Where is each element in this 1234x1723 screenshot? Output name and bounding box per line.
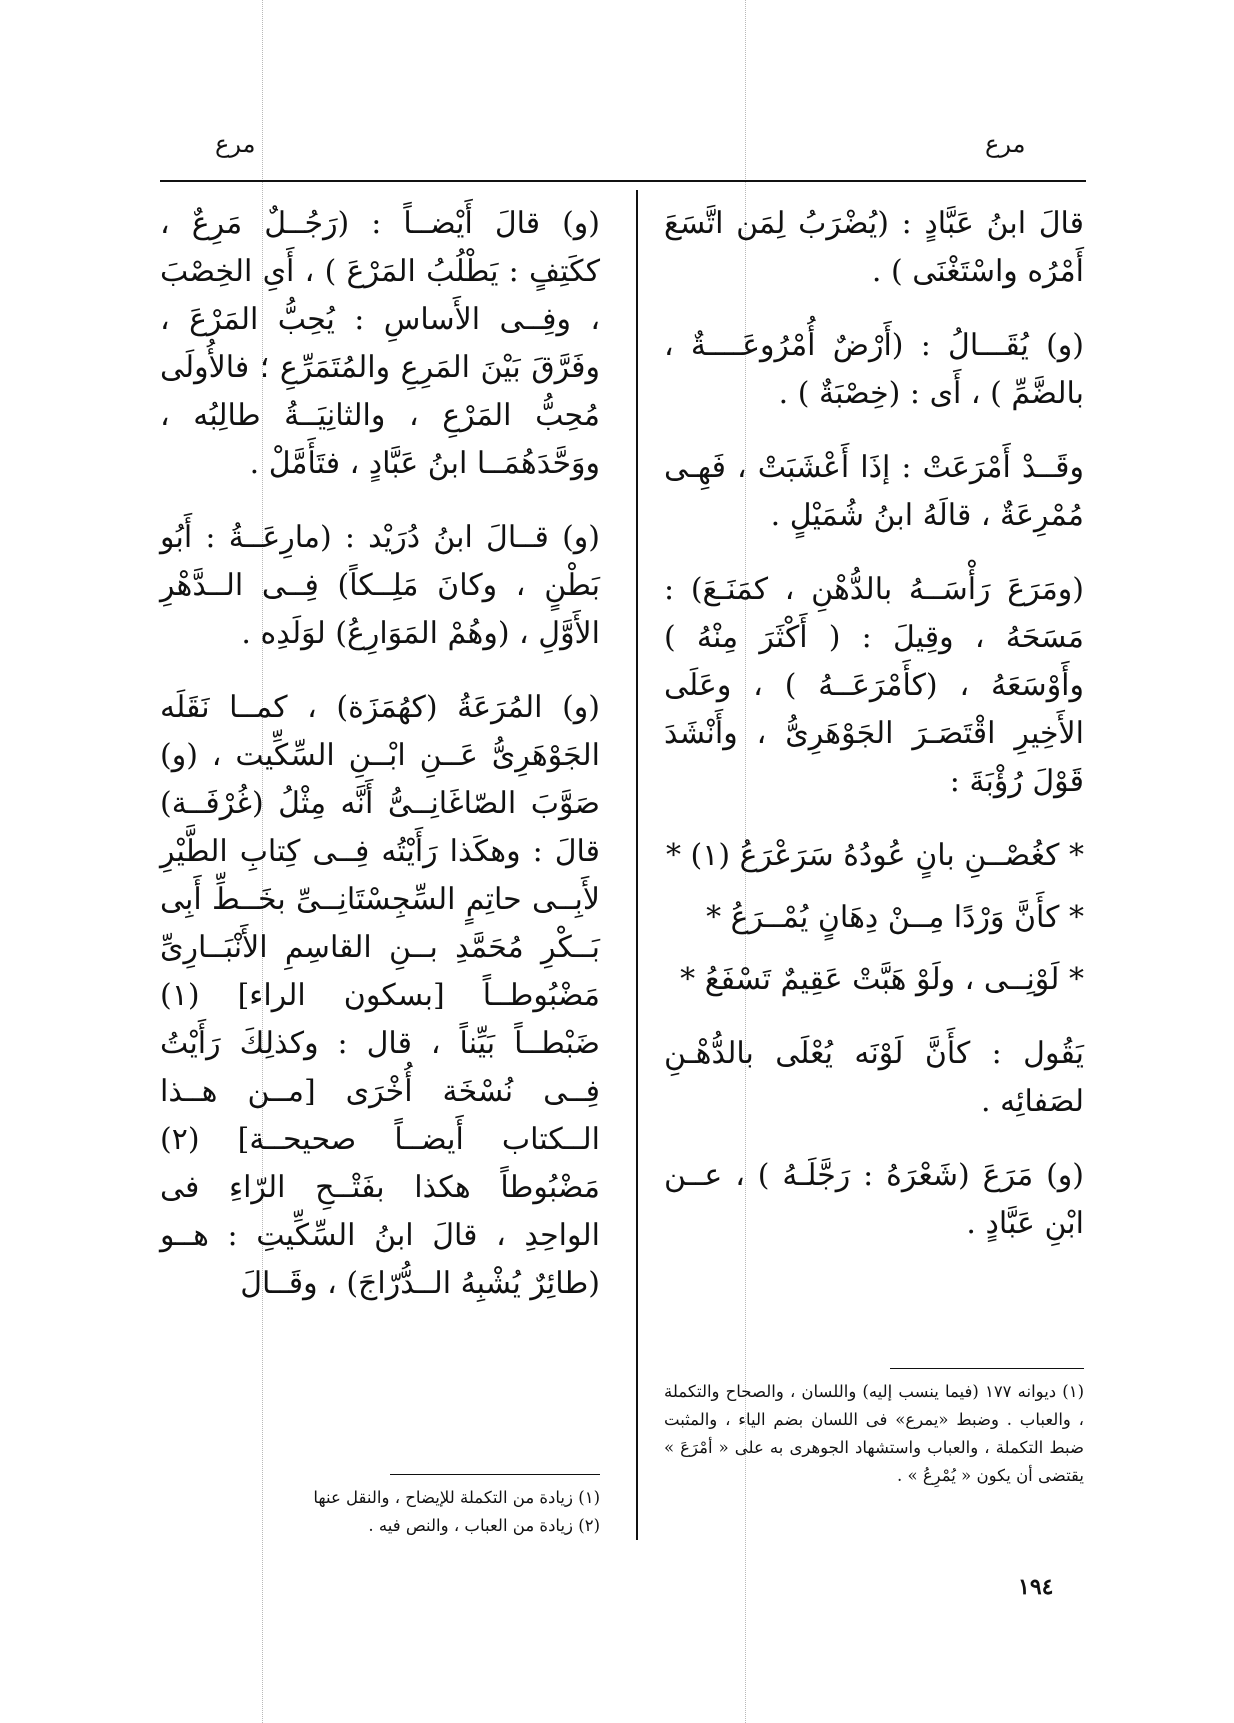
left-column: [160, 200, 600, 1308]
paragraph: وقَــدْ أَمْرَعَتْ : إذَا أَعْشَبَتْ ، فَهِـى مُمْرِعَةٌ ، قالَهُ ابنُ شُمَيْلٍ .: [664, 450, 1084, 533]
header-word-right: مرع: [985, 130, 1026, 158]
paragraph: (و) مَرَعَ (شَعْرَهُ : رَجَّلَـهُ ) ، عــن ابْنِ عَبَّادٍ .: [664, 1158, 1084, 1241]
page-number: ١٩٤: [1018, 1574, 1054, 1600]
footnote-rule-left: [390, 1474, 600, 1475]
paragraph: (و) قالَ أَيْضــاً : (رَجُــلٌ مَرِعٌ ، ككَتِفٍ : يَطْلُبُ المَرْعَ ) ، أَىِ الخِصْبَ ، وفِــى الأَساسِ : يُحِبُّ المَرْعَ ، وفَرَّقَ بَيْنَ المَرِعِ والمُتَمَرِّعِ ؛ فالأُولَى مُحِبُّ المَرْعِ ، والثانِيَــةُ طالِبُه ، ووَحَّدَهُمَــا ابنُ عَبَّادٍ ، فتَأَمَّلْ .: [160, 206, 600, 481]
paragraph: يَقُول : كأَنَّ لَوْنَه يُعْلَى بالدُّهْـنِ لصَفائِه .: [664, 1036, 1084, 1119]
right-footnotes: [664, 1378, 1084, 1490]
verse-line: * كغُصْــنِ بانٍ عُودُهُ سَرَعْرَعُ (١) *: [666, 838, 1084, 873]
footnote: (١) زيادة من التكملة للإيضاح ، والنقل عنها: [313, 1488, 600, 1507]
paragraph: قالَ ابنُ عَبَّادٍ : (يُضْرَبُ لِمَن اتَّسَعَ أَمْرُه واسْتَغْنَى ) .: [664, 206, 1084, 289]
header-word-left: مرع: [215, 130, 256, 158]
paragraph: (ومَرَعَ رَأْسَــهُ بالدُّهْنِ ، كمَنَـعَ) : مَسَحَهُ ، وقِيلَ : ( أَكْثَرَ مِنْهُ ) وأَوْسَعَهُ ، (كأَمْرَعَــهُ ) ، وعَلَى الأَخِيرِ اقْتَصَـرَ الجَوْهَرِىُّ ، وأَنْشَدَ قَوْلَ رُؤْبَةَ :: [664, 572, 1084, 799]
paragraph: (و) المُرَعَةُ (كهُمَزَة) ، كمــا نَقَلَه الجَوْهَرِىُّ عَــنِ ابْــنِ السِّكِّيت ، (و) صَوَّبَ الصّاغَانِــىُّ أَنَّه مِثْلُ (غُرْفَــة) قالَ : وهكَذا رَأَيْتُه فِــى كِتابِ الطَّيْرِ لأَبِــى حاتِمٍ السِّجِسْتَانِــىِّ بخَــطِّ أَبِى بَــكْرِ مُحَمَّدِ بــنِ القاسِمِ الأَنْبَــارِىِّ مَضْبُوطــاً [بسكون الراء] (١) ضَبْطــاً بَيِّناً ، قال : وكذلِكَ رَأَيْتُ فِــى نُسْخَة أُخْرَى [مــن هــذا الــكتاب أَيضــاً صحيحــة] (٢) مَضْبُوطاً هكذا بفَتْــحِ الرّاءِ فى الواحِدِ ، قالَ ابنُ السِّكِّيتِ : هــو (طائِرٌ يُشْبِهُ الــدُّرّاجَ) ، وقَــالَ: [160, 690, 600, 1301]
footnote: (٢) زيادة من العباب ، والنص فيه .: [368, 1516, 600, 1535]
verse-line: * كأَنَّ وَرْدًا مِــنْ دِهَانٍ يُمْــرَعُ *: [706, 900, 1084, 935]
paragraph: (و) يُقَـــالُ : (أَرْضٌ أُمْرُوعَــــةٌ ، بالضَّمِّ ) ، أَى : (خِصْبَةٌ ) .: [664, 328, 1084, 411]
paragraph: (و) قــالَ ابنُ دُرَيْد : (مارِعَــةُ : أَبُو بَطْنٍ ، وكانَ مَلِــكاً) فِــى الــدَّهْرِ الأَوَّلِ ، (وهُمْ المَوَارِعُ) لوَلَدِه .: [160, 520, 600, 651]
left-footnotes: [160, 1484, 600, 1540]
header-rule: [160, 180, 1086, 182]
footnote: (١) ديوانه ١٧٧ (فيما ينسب إليه) واللسان ، والصحاح والتكملة ، والعباب . وضبط «يمرع» فى اللسان بضم الياء ، والمثبت ضبط التكملة ، والعباب واستشهاد الجوهرى به على « أمْرَعَ » يقتضى أن يكون « يُمْرِعُ » .: [664, 1382, 1084, 1485]
verse-line: * لَوْنِــى ، ولَوْ هَبَّتْ عَقِيمٌ تَسْفَعُ *: [680, 962, 1084, 997]
column-divider: [636, 190, 638, 1540]
footnote-rule-right: [890, 1368, 1084, 1369]
right-column: [664, 200, 1084, 1274]
